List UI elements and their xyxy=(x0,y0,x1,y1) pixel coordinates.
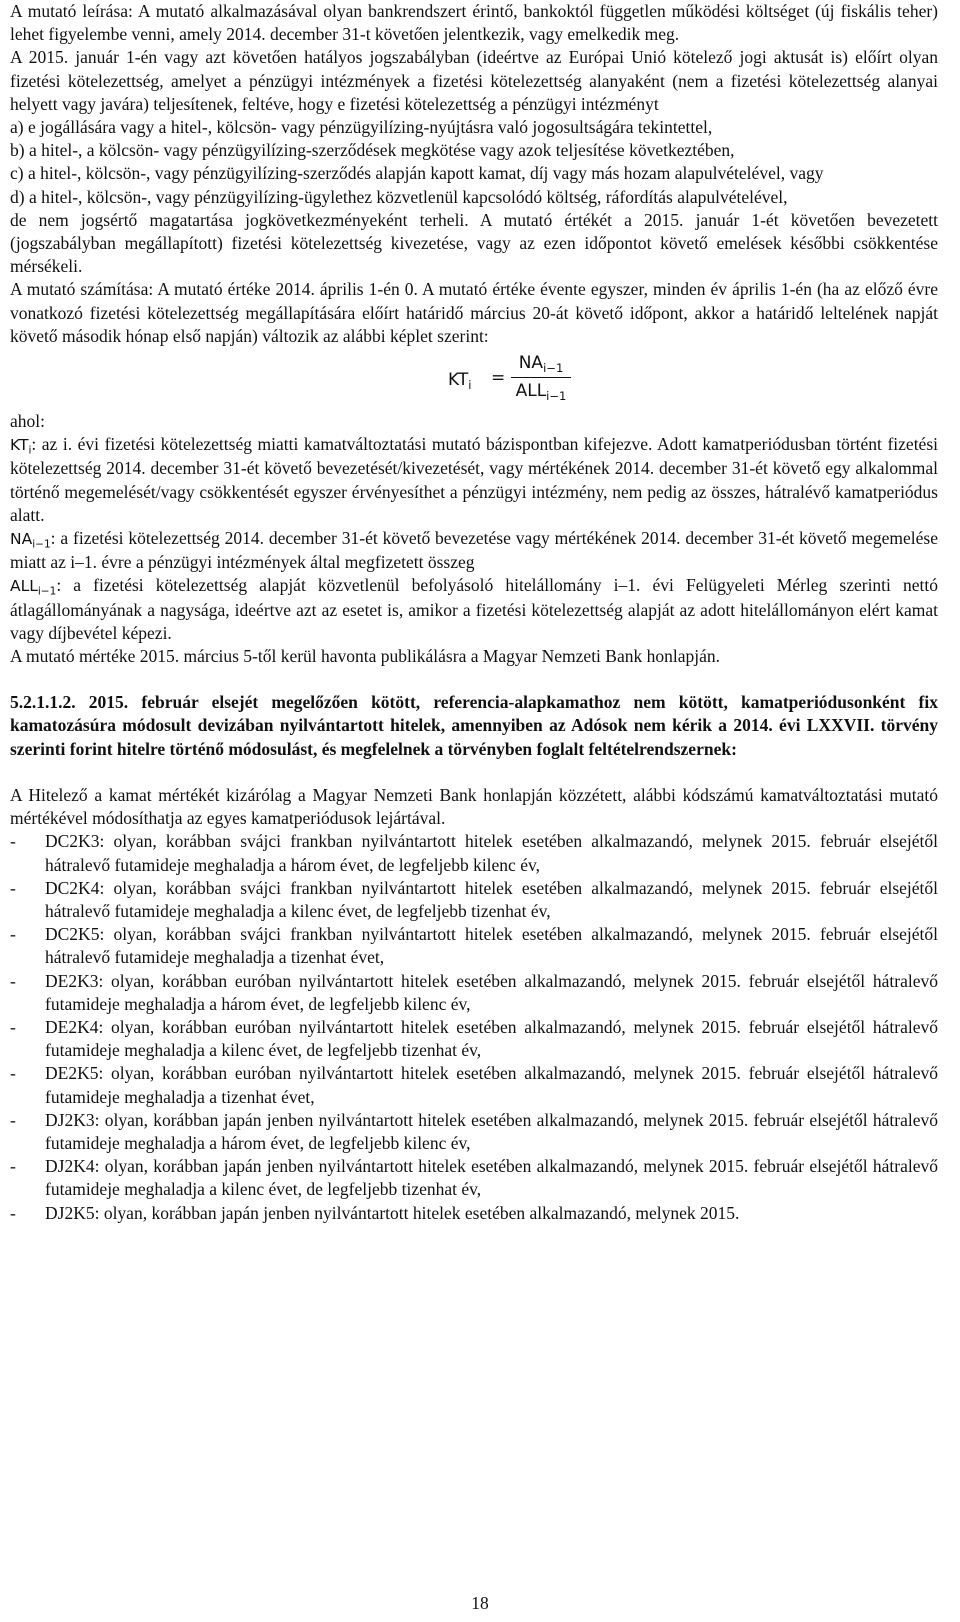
page-number: 18 xyxy=(471,1593,489,1613)
obligation-paragraph: A 2015. január 1-én vagy azt követően hatályos jogszabályban (ideértve az Európai Unió kötelező jogi aktusát is) előírt olyan fizetési kötelezettség, amelyet a pénzügyi intézmények a fizetési kötelezettség alanyaként (nem a fizetési kötelezettség alanyai helyett vagy javára) teljesítenek, feltéve, hogy e fizetési kötelezettség a pénzügyi intézményt xyxy=(10,47,938,114)
calculation-paragraph: A mutató számítása: A mutató értéke 2014. április 1-én 0. A mutató értéke évente egyszer, minden év április 1-én (ha az előző évre vonatkozó fizetési kötelezettség megállapítására előírt határidő március 20-át követő időpont, akkor a határidő leltelének napját követő második hónap első napján) változik az alábbi képlet szerint: xyxy=(10,279,938,346)
formula-equals: = xyxy=(491,368,506,389)
list-item: - DE2K4: olyan, korábban euróban nyilvántartott hitelek esetében alkalmazandó, melynek 2015. február elsejétől hátralevő futamideje meghaladja a kilenc évet, de legfeljebb tizenhat év, xyxy=(10,1016,938,1061)
condition-b: b) a hitel-, a kölcsön- vagy pénzügyilízing-szerződések megkötése vagy azok teljesítése következtében, xyxy=(10,140,735,161)
condition-a: a) e jogállására vagy a hitel-, kölcsön- vagy pénzügyilízing-nyújtásra való jogosultságára tekintettel, xyxy=(10,117,713,138)
kt-definition: $KT_i$: az i. évi fizetési kötelezettség miatti kamatváltoztatási mutató bázispontban kifejezve. Adott kamatperiódusban történt fizetési kötelezettség 2014. december 31-ét követő bevezetését/kivezetését, vagy mértékének 2014. december 31-ét követő egy alkalommal történő megemelését/vagy csökkentését egyszer érvényesíthet a pénzügyi intézmény, nem pedig az összes, hátralévő kamatperiódus alatt. xyxy=(10,434,938,525)
mitigation-paragraph: de nem jogsértő magatartása jogkövetkezményeként terheli. A mutató értékét a 2015. január 1-ét követően bevezetett (jogszabályban megállapított) fizetési kötelezettség kivezetése, vagy az ezen időpontot követő emelések későbbi csökkentése mérsékeli. xyxy=(10,209,938,277)
all-symbol: $ALL_{i-1}$ xyxy=(10,577,57,599)
list-item: - DJ2K3: olyan, korábban japán jenben nyilvántartott hitelek esetében alkalmazandó, melynek 2015. február elsejétől hátralevő futamideje meghaladja a három évet, de legfeljebb kilenc év, xyxy=(10,1109,938,1153)
ahol-label: ahol: xyxy=(10,411,45,432)
condition-d: d) a hitel-, kölcsön-, vagy pénzügyilízing-ügylethez közvetlenül kapcsolódó költség, ráfordítás alapulvételével, xyxy=(10,186,788,207)
kt-symbol: $KT_i$ xyxy=(10,436,32,457)
indicator-description: A mutató leírása: A mutató alkalmazásával olyan bankrendszert érintő, bankoktól független működési költséget (új fiskális teher) lehet figyelembe venni, amely 2014. december 31-t követően jelentkezik, vagy emelkedik meg. xyxy=(10,1,938,45)
section-intro: A Hitelező a kamat mértékét kizárólag a Magyar Nemzeti Bank honlapján közzétett, alábbi kódszámú kamatváltoztatási mutató mértékével módosíthatja az egyes kamatperiódusok lejártával. xyxy=(10,784,938,829)
section-heading: 5.2.1.1.2. 2015. február elsejét megelőzően kötött, referencia-alapkamathoz nem kötött, kamatperiódusonként fix kamatozásúra módosult devizában nyilvántartott hitelek, amennyiben az Adósok nem kérik a 2014. évi LXXVII. törvény szerinti forint hitelre történő módosulást, és megfelelnek a törvényben foglalt feltételrendszernek: xyxy=(10,692,938,759)
formula-denominator: $ALL_{i-1}$ xyxy=(515,381,567,404)
all-definition: $ALL_{i-1}$: a fizetési kötelezettség alapját közvetlenül befolyásoló hitelállomány i–1. évi Felügyeleti Mérleg szerinti nettó átlagállományának a nagysága, ideértve azt az esetet is, amikor a fizetési kötelezettség alapját az adott hitelállományon elért kamat vagy díjbevétel képezi. xyxy=(10,575,938,643)
list-item: - DC2K5: olyan, korábban svájci frankban nyilvántartott hitelek esetében alkalmazandó, melynek 2015. február elsejétől hátralevő futamideje meghaladja a tizenhat évet, xyxy=(10,924,938,968)
list-item: - DC2K3: olyan, korábban svájci frankban nyilvántartott hitelek esetében alkalmazandó, melynek 2015. február elsejétől hátralevő futamideje meghaladja a három évet, de legfeljebb kilenc év, xyxy=(10,831,938,875)
na-definition: $NA_{i-1}$: a fizetési kötelezettség 2014. december 31-ét követő bevezetése vagy mértékének 2014. december 31-ét követő megemelése miatt az i–1. évre a pénzügyi intézmények által megfizetett összeg xyxy=(10,528,938,573)
formula-fraction xyxy=(509,352,573,403)
formula-lhs: $KT_i$ xyxy=(448,370,472,393)
publication-note: A mutató mértéke 2015. március 5-től kerül havonta publikálásra a Magyar Nemzeti Bank honlapján. xyxy=(10,646,720,667)
indicator-code-list xyxy=(10,830,938,1224)
formula-numerator: $NA_{i-1}$ xyxy=(518,353,564,376)
list-item: - DJ2K5: olyan, korábban japán jenben nyilvántartott hitelek esetében alkalmazandó, melynek 2015. xyxy=(10,1202,740,1223)
list-item: - DJ2K4: olyan, korábban japán jenben nyilvántartott hitelek esetében alkalmazandó, melynek 2015. február elsejétől hátralevő futamideje meghaladja a kilenc évet, de legfeljebb tizenhat év, xyxy=(10,1156,938,1200)
kt-formula xyxy=(10,348,938,410)
condition-c: c) a hitel-, kölcsön-, vagy pénzügyilízing-szerződés alapján kapott kamat, díj vagy más hozam alapulvételével, vagy xyxy=(10,163,824,184)
list-item: - DC2K4: olyan, korábban svájci frankban nyilvántartott hitelek esetében alkalmazandó, melynek 2015. február elsejétől hátralevő futamideje meghaladja a kilenc évet, de legfeljebb tizenhat év, xyxy=(10,877,938,921)
list-item: - DE2K3: olyan, korábban euróban nyilvántartott hitelek esetében alkalmazandó, melynek 2015. február elsejétől hátralevő futamideje meghaladja a három évet, de legfeljebb kilenc év, xyxy=(10,970,938,1014)
na-symbol: $NA_{i-1}$ xyxy=(10,530,51,551)
list-item: - DE2K5: olyan, korábban euróban nyilvántartott hitelek esetében alkalmazandó, melynek 2015. február elsejétől hátralevő futamideje meghaladja a tizenhat évet, xyxy=(10,1063,938,1107)
